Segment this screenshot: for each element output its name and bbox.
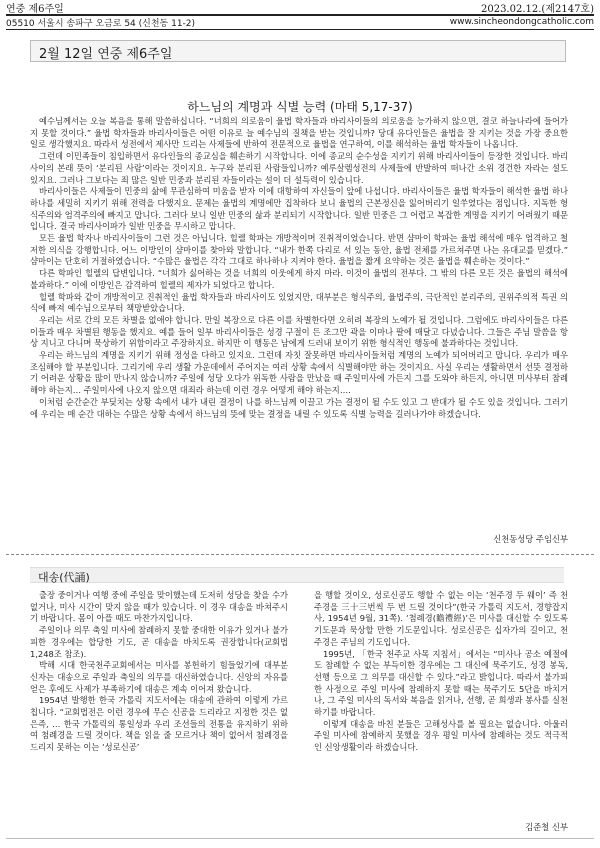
daedae-paragraph: 이렇게 대송을 바친 분들은 고해성사를 볼 필요는 없습니다. 아울러 주일 미사에 참예하지 못했을 경우 평일 미사에 참례하는 것도 적극적인 신앙생활이라 하겠습니다. <box>314 718 568 753</box>
daedae-paragraph: 출장 중이거나 여행 중에 주일을 맞이했는데 도저히 성당을 찾을 수가 없거나, 미사 시간이 맞지 않을 때가 있습니다. 이 경우 대송을 바쳐주시기 바랍니다. 몸이 아플 때도 마찬가지입니다. <box>30 590 288 624</box>
section-divider <box>6 554 594 555</box>
homily-paragraph: 바리사이들은 사제들이 민중의 삶에 무관심하여 미움을 받자 이에 대항하여 자신들이 앞에 나섭니다. 바리사이들은 율법 학자들이 해석한 율법 하나하나를 세밀히 지키기 위해 전력을 다했지요. 문제는 율법의 계명에만 집착하다 보니 율법의 근본정신을 잃어버리기 일쑤였다는 점입니다. 지독한 형식주의와 엄격주의에 빠지고 맙니다. 그러다 보니 일반 민중의 삶과 분리되기 시작합니다. 일반 민중은 그 어렵고 복잡한 계명을 지키기 어려웠기 때문입니다. 결국 바리사이파가 일반 민중을 무시하고 맙니다. <box>30 186 568 232</box>
daedae-paragraph: 1995년, 「한국 천주교 사목 지침서」에서는 “미사나 공소 예절에도 참례할 수 없는 부득이한 경우에는 그 대신에 묵주기도, 성경 봉독, 선행 등으로 그 의무를 대신할 수 있다.”라고 밝힙니다. 따라서 불가피한 사정으로 주일 미사에 참례하지 못할 때는 묵주기도 5단을 바치거나, 그 주일 미사의 독서와 복음을 읽거나, 선행, 곧 희생과 봉사를 실천하기를 바랍니다. <box>314 648 568 718</box>
website-link[interactable]: www.sincheondongcatholic.com <box>449 17 594 27</box>
homily-paragraph: 그런데 이민족들이 침입하면서 유다인들의 종교심을 훼손하기 시작합니다. 이에 종교의 순수성을 지키기 위해 바리사이들이 등장한 것입니다. 바리사이의 본래 뜻이 ‘분리된 사람’이라는 것이지요. 누구와 분리된 사람들입니까? 예루살렘성전의 사제들에 반발하여 떠나간 소위 경건한 자라는 설도 있지요. 그러나 그보다는 죄 많은 일반 민중과 분리된 자들이라는 설이 더 설득력이 있습니다. <box>30 151 568 185</box>
homily-paragraph: 우리는 하느님의 계명을 지키기 위해 정성을 다하고 있지요. 그런데 자칫 잘못하면 바리사이들처럼 계명의 노예가 되어버리고 맙니다. 우리가 매우 조심해야 할 부분입니다. 그리기에 우리 생활 가운데에서 주어지는 여러 상황 속에서 식별해야만 하는 것이지요. 사실 우리는 생활하면서 선뜻 결정하기 어려운 상황을 많이 만나지 않습니까? 주일에 성당 오다가 위독한 사람을 만났을 때 주일미사에 가든지 그를 도와야 하든지, 아니면 미사부터 참례해야 하는지… 주일미사에 나오지 않으면 대죄라 하는데 이런 경우 어떻게 해야 하는지…. <box>30 350 568 396</box>
daedae-paragraph: 박해 시대 한국천주교회에서는 미사를 봉헌하기 힘들었기에 대부분 신자는 대송으로 주일과 축일의 의무를 대신하였습니다. 신앙의 자유를 얻은 후에도 사제가 부족하기에 대송은 계속 이어져 왔습니다. <box>30 660 288 694</box>
daedae-column-left <box>30 590 288 754</box>
daedae-banner <box>30 567 564 583</box>
contact-rule <box>6 29 594 30</box>
homily-paragraph: 예수님께서는 오늘 복음을 통해 말씀하십니다. “너희의 의로움이 율법 학자들과 바리사이들의 의로움을 능가하지 않으면, 결코 하늘나라에 들어가지 못할 것이다.” 율법 학자들과 바리사이들은 어떤 이유로 늘 예수님의 질책을 받는 것입니까? 당대 유다인들은 율법을 잘 지키는 것을 가장 중요한 일로 생각했지요. 따라서 성전에서 제사만 드리는 사제들에 반하여 전문적으로 율법을 연구하여, 이를 해석하는 율법 학자들이 나옵니다. <box>30 116 568 150</box>
contact-line <box>6 16 594 28</box>
daedae-paragraph: 을 행할 것이오, 성로신공도 행할 수 없는 이는 ‘천주경 두 웨이’ 즉 천주경을 三十三번씩 두 번 드릴 것이다”(한국 가톨릭 지도서, 경향잡지사, 1954년 9월, 31쪽). ‘첨례경(瞻禮經)’은 미사를 대신할 수 있도록 기도문과 묵상할 만한 기도문입니다. 성로신공은 십자가의 길이고, 천주경은 주님의 기도입니다. <box>314 590 568 647</box>
homily-title: 하느님의 계명과 식별 능력 (마태 5,17-37) <box>187 100 413 114</box>
sunday-title: 2월 12일 연중 제6주일 <box>39 47 173 62</box>
homily-paragraph: 이처럼 순간순간 부딪치는 상황 속에서 내가 내린 결정이 나를 하느님께 이끌고 가는 결정이 될 수도 있고 그 반대가 될 수도 있을 것입니다. 그러기에 우리는 매 순간 대하는 수많은 상황 속에서 하느님의 뜻에 맞는 결정을 내릴 수 있도록 식별 능력을 길러나가야 하겠습니다. <box>30 396 568 419</box>
daedae-paragraph: 주일이나 의무 축일 미사에 참례하지 못할 중대한 이유가 있거나 불가피한 경우에는 합당한 기도, 곧 대송을 바치도록 권장합니다(교회법 1,248조 참조). <box>30 625 288 659</box>
homily-signature: 신천동성당 주임신부 <box>493 534 568 544</box>
sunday-banner <box>30 40 566 62</box>
homily-paragraph: 우리는 서로 간의 모든 차별을 없애야 합니다. 만일 복장으로 다른 이를 차별한다면 오히려 복장의 노예가 될 것입니다. 그럼에도 바리사이들은 다른 이들과 매우 차별된 행동을 했지요. 예를 들어 일부 바리사이들은 성경 구절이 든 조그만 곽을 이마나 팔에 매달고 다녔습니다. 그들은 주님 말씀을 항상 지니고 다니며 묵상하기 위함이라고 주장하지요. 하지만 이 행동은 남에게 드러내 보이기 위한 형식적인 행동에 불과하다는 것입니다. <box>30 314 568 349</box>
homily-paragraph: 모든 율법 학자나 바리사이들이 그런 것은 아닙니다. 힐렐 학파는 개방적이며 진취적이었습니다. 반면 샴마이 학파는 율법 해석에 매우 엄격하고 철저한 의식을 강행합니다. 어느 이방인이 샴마이를 찾아와 말합니다. “내가 한쪽 다리로 서 있는 동안, 율법 전체를 가르쳐주면 나는 유대교를 믿겠다.” 샴마이는 단호히 거절하였습니다. “수많은 율법은 각각 그대로 하나하나 지켜야 한다. 율법을 짧게 요약하는 것은 율법을 훼손하는 것이다.” <box>30 233 568 267</box>
homily-body <box>30 116 568 420</box>
daedae-title: 대송(代誦) <box>38 571 90 584</box>
bulletin-name: 연중 제6주일 <box>6 3 64 15</box>
footer-rule <box>6 838 594 839</box>
daedae-column-right <box>314 590 568 754</box>
homily-paragraph: 힐렐 학파와 같이 개방적이고 진취적인 율법 학자들과 바리사이도 있었지만, 대부분은 형식주의, 율법주의, 극단적인 분리주의, 권위주의적 특권 의식에 빠져 예수님으로부터 책망받았습니다. <box>30 291 568 314</box>
homily-paragraph: 다른 학파인 힐렐의 답변입니다. “너희가 싫어하는 것을 너희의 이웃에게 하지 마라. 이것이 율법의 전부다. 그 밖의 다른 모든 것은 율법의 해석에 불과하다.” 이에 이방인은 감격하여 힐렐의 제자가 되었다고 합니다. <box>30 268 568 290</box>
daedae-paragraph: 1954년 발행한 한국 가톨릭 지도서에는 대송에 관하여 이렇게 가르칩니다. “교회법전은 이런 경우에 무슨 신공을 드리라고 지정한 것은 없은즉, … 한국 가톨릭의 통일성과 우리 조선들의 전통을 유지하기 위하여 첨례경을 드릴 것이다. 책을 읽을 줄 모르거나 책이 없어서 첨례경을 드리지 못하는 이는 ‘성로신공’ <box>30 695 288 753</box>
issue-number: 2023.02.12.(제2147호) <box>480 3 594 15</box>
daedae-signature: 김준철 신부 <box>525 822 568 832</box>
address: 05510 서울시 송파구 오금로 54 (신천동 11-2) <box>6 18 196 29</box>
masthead <box>6 0 594 14</box>
